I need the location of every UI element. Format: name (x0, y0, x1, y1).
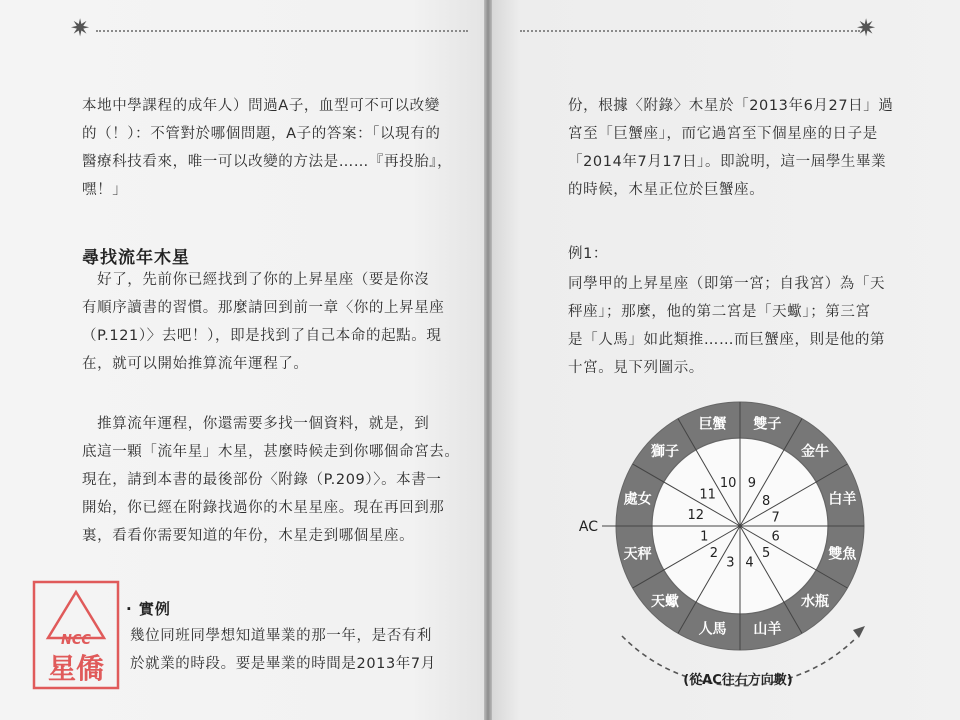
left-paragraph-3 (82, 410, 482, 550)
zodiac-sign-label: 雙魚 (828, 546, 857, 563)
text-line: （P.121）〉去吧！），即是找到了自己本命的起點。現 (82, 328, 442, 344)
wheel-caption: (從AC往右方向數) (683, 673, 793, 688)
text-line: 有順序讀書的習慣。那麼請回到前一章〈你的上昇星座 (82, 300, 445, 316)
text-line: 開始，你已經在附錄找過你的木星星座。現在再回到那 (82, 500, 445, 516)
text-line: 裏，看看你需要知道的年份，木星走到哪個星座。 (82, 528, 415, 544)
book-gutter (484, 0, 492, 720)
house-number-label: 1 (700, 529, 709, 545)
house-number-label: 10 (719, 475, 737, 491)
zodiac-sign-label: 山羊 (753, 621, 782, 638)
zodiac-sign-label: 白羊 (828, 491, 857, 508)
left-paragraph-1 (82, 92, 482, 204)
right-paragraph-1 (568, 92, 948, 204)
text-line: 是「人馬」如此類推……而巨蟹座，則是他的第 (568, 332, 886, 348)
zodiac-sign-label: 金牛 (800, 444, 829, 461)
text-line: 好了，先前你已經找到了你的上昇星座（要是你沒 (82, 272, 430, 288)
left-paragraph-2 (82, 266, 482, 378)
house-number-label: 3 (726, 555, 735, 571)
house-number-label: 8 (761, 493, 771, 509)
text-line: 推算流年運程，你還需要多找一個資料，就是，到 (82, 416, 430, 432)
text-line: 份，根據〈附錄〉木星於「2013年6月27日」過 (568, 98, 894, 114)
text-line: 嘿！」 (82, 182, 128, 198)
star-ornament-icon: ✷ (70, 14, 91, 42)
text-line: 本地中學課程的成年人）問過A子，血型可不可以改變 (82, 98, 440, 114)
text-line: 醫療科技看來，唯一可以改變的方法是……『再投胎』， (82, 154, 453, 170)
zodiac-sign-label: 雙子 (753, 416, 782, 433)
text-line: 的時候，木星正位於巨蟹座。 (568, 182, 765, 198)
zodiac-sign-label: 天蠍 (651, 593, 680, 610)
house-number-label: 7 (771, 510, 780, 526)
house-number-label: 9 (747, 475, 756, 491)
zodiac-sign-label: 巨蟹 (698, 416, 727, 433)
text-line: 秤座」；那麼，他的第二宮是「天蠍」；第三宮 (568, 304, 871, 320)
text-line: 現在，請到本書的最後部份〈附錄（P.209）〉。本書一 (82, 472, 442, 488)
text-line: 幾位同班同學想知道畢業的那一年，是否有利 (130, 628, 432, 644)
header-dotted-rule (520, 30, 860, 32)
house-number-label: 2 (709, 546, 719, 562)
left-paragraph-4 (130, 622, 480, 678)
text-line: 在，就可以開始推算流年運程了。 (82, 356, 309, 372)
zodiac-sign-label: 天秤 (623, 546, 652, 563)
ac-label: AC (578, 519, 598, 535)
zodiac-sign-label: 水瓶 (800, 593, 829, 610)
stamp-top-text: NCC (61, 633, 91, 648)
zodiac-sign-label: 獅子 (651, 444, 680, 461)
text-line: 宮至「巨蟹座」，而它過宮至下個星座的日子是 (568, 126, 878, 142)
stamp-bottom-text: 星僑 (47, 652, 105, 685)
text-line: 於就業的時段。要是畢業的時間是2013年7月 (130, 656, 436, 672)
text-line: 的（！）：不管對於哪個問題，A子的答案：「以現有的 (82, 126, 441, 142)
text-line: 底這一顆「流年星」木星，甚麼時候走到你哪個命宮去。 (82, 444, 460, 460)
text-line: 十宮。見下列圖示。 (568, 360, 704, 376)
house-number-label: 5 (761, 546, 771, 562)
house-number-label: 4 (745, 555, 754, 571)
section-heading: 尋找流年木星 (82, 248, 190, 268)
ncc-stamp-logo (32, 580, 120, 690)
right-paragraph-2 (568, 270, 948, 382)
house-number-label: 6 (771, 529, 780, 545)
zodiac-sign-label: 人馬 (698, 621, 727, 638)
direction-arrow-icon (853, 626, 865, 638)
star-ornament-icon: ✷ (856, 14, 877, 42)
example-heading: · 實例 (126, 600, 171, 618)
zodiac-sign-label: 處女 (623, 491, 652, 508)
house-number-label: 12 (687, 508, 705, 524)
header-dotted-rule (96, 30, 468, 32)
text-line: 同學甲的上昇星座（即第一宮；自我宮）為「天 (568, 276, 886, 292)
text-line: 「2014年7月17日」。即說明，這一屆學生畢業 (568, 154, 887, 170)
house-number-label: 11 (699, 487, 716, 503)
example-label: 例1： (568, 246, 609, 262)
zodiac-house-wheel (560, 388, 880, 688)
